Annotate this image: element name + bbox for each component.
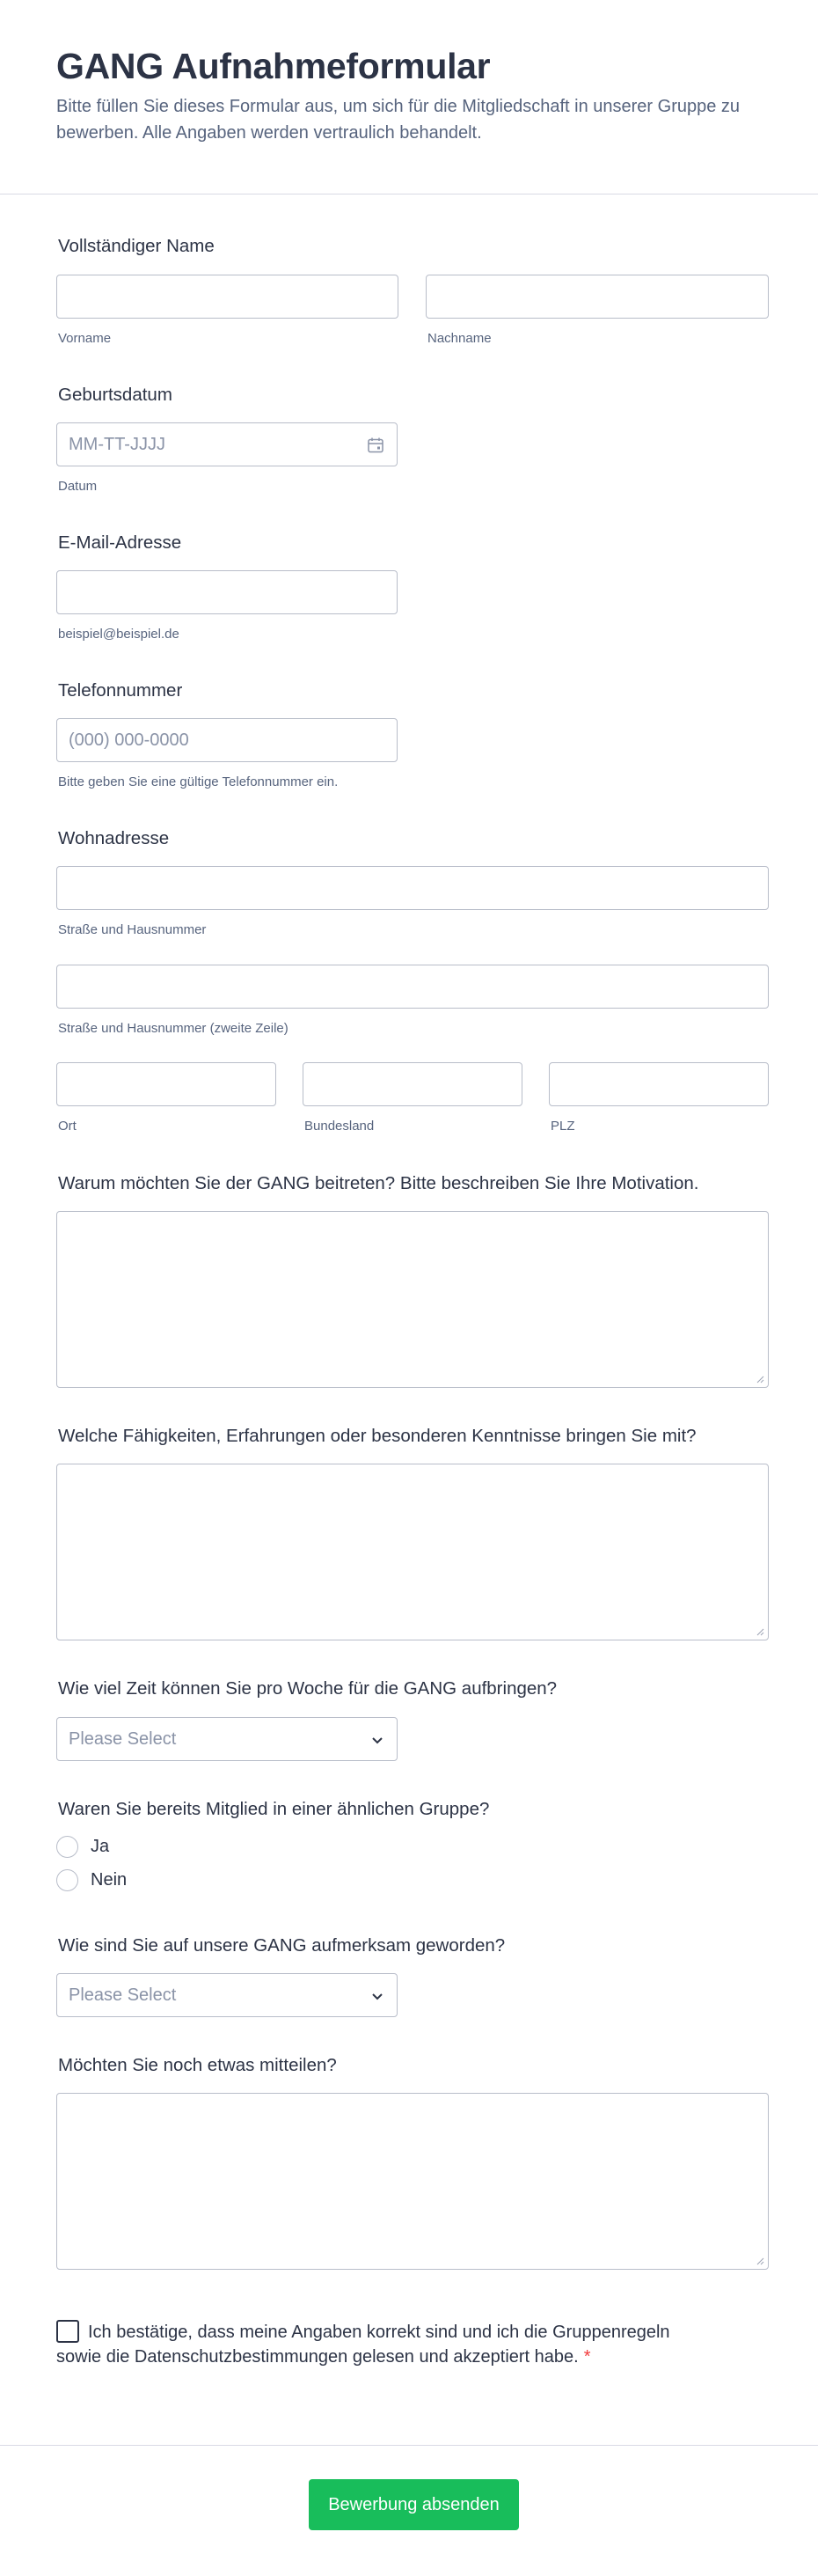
- time-label: Wie viel Zeit können Sie pro Woche für die GANG aufbringen?: [58, 1678, 558, 1699]
- time-select-value: Please Select: [69, 1728, 177, 1749]
- referral-select[interactable]: [56, 1973, 398, 2017]
- phone-input[interactable]: [56, 718, 398, 762]
- city-sublabel: Ort: [58, 1119, 77, 1134]
- consent-checkbox[interactable]: [56, 2320, 79, 2343]
- chevron-down-icon: [369, 1731, 386, 1749]
- radio-option-nein[interactable]: [56, 1869, 127, 1891]
- phone-label: Telefonnummer: [58, 680, 183, 701]
- motivation-label: Warum möchten Sie der GANG beitreten? Bitte beschreiben Sie Ihre Motivation.: [58, 1173, 699, 1193]
- city-input[interactable]: [56, 1062, 276, 1106]
- referral-select-value: Please Select: [69, 1985, 177, 2005]
- address-label: Wohnadresse: [58, 828, 170, 848]
- first-name-sublabel: Vorname: [58, 331, 112, 346]
- state-input[interactable]: [303, 1062, 522, 1106]
- street-input[interactable]: [56, 866, 769, 910]
- referral-label: Wie sind Sie auf unsere GANG aufmerksam geworden?: [58, 1935, 506, 1956]
- footer-divider: [0, 2445, 818, 2446]
- form-header: [0, 0, 818, 194]
- resize-handle-icon[interactable]: [756, 1628, 764, 1636]
- required-mark: *: [583, 2347, 591, 2367]
- email-label: E-Mail-Adresse: [58, 532, 182, 553]
- radio-label: Nein: [91, 1870, 128, 1890]
- first-name-input[interactable]: [56, 275, 398, 319]
- street2-sublabel: Straße und Hausnummer (zweite Zeile): [58, 1021, 288, 1036]
- phone-sublabel: Bitte geben Sie eine gültige Telefonnummer ein.: [58, 774, 339, 789]
- form-subtitle: Bitte füllen Sie dieses Formular aus, um sich für die Mitgliedschaft in unserer Gruppe zu bewerben. Alle Angaben werden vertraulich behandelt.: [56, 97, 741, 143]
- zip-sublabel: PLZ: [551, 1119, 575, 1134]
- submit-button[interactable]: Bewerbung absenden: [309, 2479, 519, 2530]
- prior-membership-label: Waren Sie bereits Mitglied in einer ähnlichen Gruppe?: [58, 1799, 490, 1819]
- radio-button[interactable]: [56, 1836, 78, 1858]
- full-name-label: Vollständiger Name: [58, 236, 215, 256]
- consent-block: [56, 2320, 707, 2369]
- street-sublabel: Straße und Hausnummer: [58, 922, 207, 937]
- resize-handle-icon[interactable]: [756, 1376, 764, 1383]
- skills-label: Welche Fähigkeiten, Erfahrungen oder besonderen Kenntnisse bringen Sie mit?: [58, 1426, 697, 1446]
- last-name-sublabel: Nachname: [427, 331, 492, 346]
- chevron-down-icon: [369, 1987, 386, 2005]
- birthdate-input[interactable]: [56, 422, 398, 466]
- time-select[interactable]: [56, 1717, 398, 1761]
- birthdate-sublabel: Datum: [58, 479, 98, 494]
- radio-label: Ja: [91, 1837, 110, 1856]
- birthdate-label: Geburtsdatum: [58, 385, 172, 405]
- email-sublabel: beispiel@beispiel.de: [58, 627, 179, 642]
- state-sublabel: Bundesland: [304, 1119, 375, 1134]
- street2-input[interactable]: [56, 965, 769, 1009]
- phone-placeholder: (000) 000-0000: [69, 730, 189, 750]
- resize-handle-icon[interactable]: [756, 2257, 764, 2265]
- last-name-input[interactable]: [426, 275, 769, 319]
- message-label: Möchten Sie noch etwas mitteilen?: [58, 2055, 337, 2075]
- zip-input[interactable]: [549, 1062, 769, 1106]
- motivation-textarea[interactable]: [56, 1211, 769, 1388]
- message-textarea[interactable]: [56, 2093, 769, 2270]
- skills-textarea[interactable]: [56, 1464, 769, 1640]
- consent-text: Ich bestätige, dass meine Angaben korrekt sind und ich die Gruppenregeln sowie die Datenschutzbestimmungen gelesen und akzeptiert habe.: [56, 2323, 670, 2367]
- birthdate-placeholder: MM-TT-JJJJ: [69, 434, 165, 454]
- form-title: GANG Aufnahmeformular: [56, 46, 491, 86]
- email-input[interactable]: [56, 570, 398, 614]
- radio-button[interactable]: [56, 1869, 78, 1891]
- radio-option-ja[interactable]: [56, 1836, 109, 1858]
- calendar-icon[interactable]: [367, 437, 384, 454]
